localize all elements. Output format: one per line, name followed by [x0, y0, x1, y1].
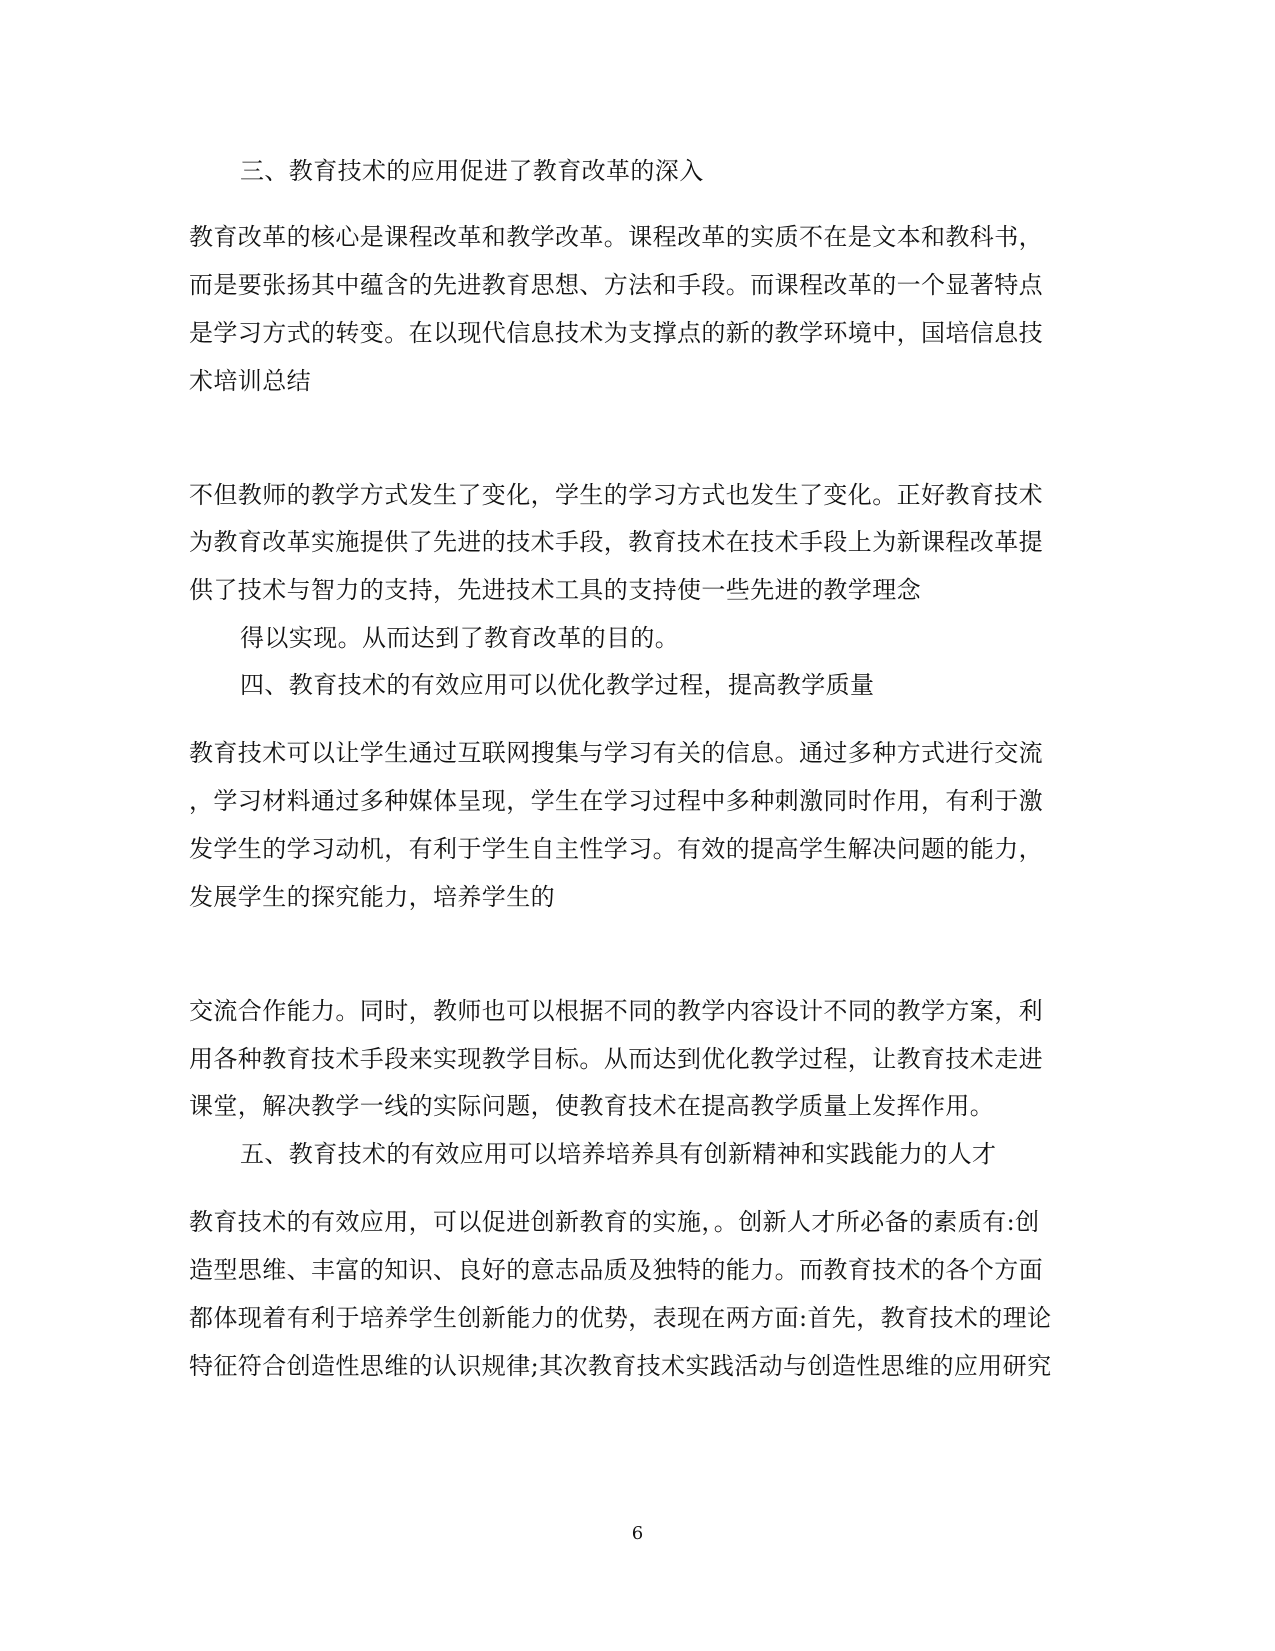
paragraph-line: 得以实现。从而达到了教育改革的目的。 — [240, 624, 680, 652]
paragraph-line: 用各种教育技术手段来实现教学目标。从而达到优化教学过程，让教育技术走进 — [189, 1045, 1043, 1073]
section-heading-3: 三、教育技术的应用促进了教育改革的深入 — [240, 157, 704, 185]
paragraph-line: 术培训总结 — [189, 367, 311, 395]
paragraph-line: 发学生的学习动机，有利于学生自主性学习。有效的提高学生解决问题的能力， — [189, 835, 1043, 863]
page-number: 6 — [631, 1523, 644, 1544]
paragraph-line: 是学习方式的转变。在以现代信息技术为支撑点的新的教学环境中，国培信息技 — [189, 319, 1043, 347]
paragraph-line: 教育技术可以让学生通过互联网搜集与学习有关的信息。通过多种方式进行交流 — [189, 739, 1043, 767]
paragraph-line: 不但教师的教学方式发生了变化，学生的学习方式也发生了变化。正好教育技术 — [189, 481, 1043, 509]
paragraph-line: 都体现着有利于培养学生创新能力的优势，表现在两方面:首先，教育技术的理论 — [189, 1304, 1052, 1332]
paragraph-line: 教育改革的核心是课程改革和教学改革。课程改革的实质不在是文本和教科书， — [189, 223, 1043, 251]
section-heading-4: 四、教育技术的有效应用可以优化教学过程，提高教学质量 — [240, 671, 875, 699]
paragraph-line: 教育技术的有效应用，可以促进创新教育的实施，。创新人才所必备的素质有:创 — [189, 1208, 1040, 1236]
paragraph-line: 造型思维、丰富的知识、良好的意志品质及独特的能力。而教育技术的各个方面 — [189, 1256, 1043, 1284]
section-heading-5: 五、教育技术的有效应用可以培养培养具有创新精神和实践能力的人才 — [240, 1140, 997, 1168]
paragraph-line: 交流合作能力。同时，教师也可以根据不同的教学内容设计不同的教学方案，利 — [189, 997, 1043, 1025]
paragraph-line: 为教育改革实施提供了先进的技术手段，教育技术在技术手段上为新课程改革提 — [189, 528, 1043, 556]
paragraph-line: 特征符合创造性思维的认识规律;其次教育技术实践活动与创造性思维的应用研究 — [189, 1352, 1052, 1380]
paragraph-line: 供了技术与智力的支持，先进技术工具的支持使一些先进的教学理念 — [189, 576, 921, 604]
paragraph-line: 而是要张扬其中蕴含的先进教育思想、方法和手段。而课程改革的一个显著特点 — [189, 271, 1043, 299]
paragraph-line: ，学习材料通过多种媒体呈现，学生在学习过程中多种刺激同时作用，有利于激 — [189, 787, 1043, 815]
paragraph-line: 课堂，解决教学一线的实际问题，使教育技术在提高教学质量上发挥作用。 — [189, 1092, 995, 1120]
paragraph-line: 发展学生的探究能力，培养学生的 — [189, 883, 555, 911]
